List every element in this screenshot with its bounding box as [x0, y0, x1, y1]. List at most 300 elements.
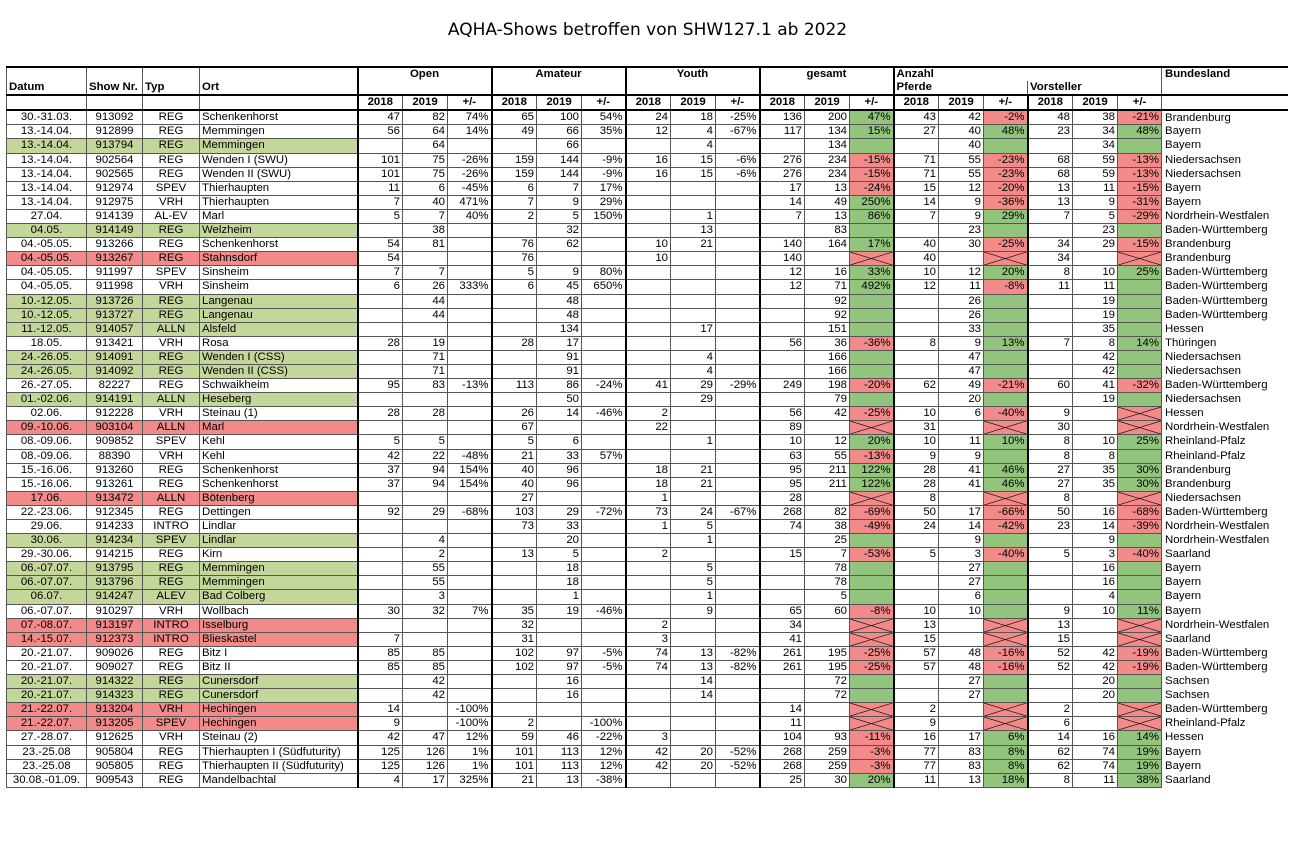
- cell-value: [358, 520, 403, 534]
- cell-value: 9: [939, 209, 984, 223]
- cell-value: [984, 689, 1028, 703]
- cell-value: [1118, 491, 1162, 505]
- cell-value: 9: [939, 336, 984, 350]
- cell-bundesland: Nordrhein-Westfalen: [1165, 534, 1270, 547]
- cell-value: 10%: [984, 435, 1028, 449]
- cell-typ: ALLN: [143, 421, 200, 435]
- cell-value: -23%: [984, 167, 1028, 181]
- cell-ort: Thierhaupten: [200, 181, 358, 195]
- cell-value: [626, 308, 671, 322]
- cell-value: [716, 139, 760, 153]
- cell-value: 21: [671, 463, 716, 477]
- cell-value: -25%: [850, 407, 894, 421]
- cell-value: [1118, 322, 1162, 336]
- cell-value: [1073, 252, 1118, 266]
- cell-value: 74: [1073, 745, 1118, 759]
- cell-datum: 27.04.: [7, 209, 87, 223]
- cell-typ: REG: [143, 675, 200, 689]
- cell-value: [492, 322, 537, 336]
- cell-show-nr: 914247: [87, 590, 143, 604]
- cell-value: [1028, 590, 1073, 604]
- table-row: [7, 717, 1288, 731]
- cell-datum: 01.-02.06.: [7, 393, 87, 407]
- cell-value: [492, 562, 537, 576]
- cell-value: 85: [358, 660, 403, 674]
- cell-value: [626, 181, 671, 195]
- cell-value: 42: [1073, 646, 1118, 660]
- cell-bundesland: Niedersachsen: [1165, 491, 1241, 504]
- cell-value: 65: [760, 604, 805, 618]
- cell-value: 8: [1073, 449, 1118, 463]
- cell-show-nr: 914139: [87, 209, 143, 223]
- cell-value: [939, 717, 984, 731]
- cell-value: 63: [760, 449, 805, 463]
- cell-value: [537, 632, 582, 646]
- cell-value: 20%: [850, 435, 894, 449]
- cell-value: [850, 139, 894, 153]
- cell-show-nr: 909852: [87, 435, 143, 449]
- cell-value: [582, 350, 626, 364]
- cell-value: 18: [537, 576, 582, 590]
- cell-value: [492, 675, 537, 689]
- cell-datum: 15.-16.06.: [7, 463, 87, 477]
- cell-value: [894, 534, 939, 548]
- cell-value: [1028, 308, 1073, 322]
- cell-value: [1028, 393, 1073, 407]
- cell-value: -25%: [716, 110, 760, 125]
- cell-value: 19: [537, 604, 582, 618]
- cell-value: 32: [492, 618, 537, 632]
- table-row: [7, 393, 1288, 407]
- cell-value: [1118, 139, 1162, 153]
- cell-value: [850, 421, 894, 435]
- cell-value: [850, 590, 894, 604]
- cell-value: 11: [939, 435, 984, 449]
- cell-value: [1073, 632, 1118, 646]
- cell-bundesland: Baden-Württemberg: [1165, 660, 1268, 673]
- cell-value: [716, 534, 760, 548]
- cell-value: 47: [939, 350, 984, 364]
- cell-value: 113: [537, 759, 582, 773]
- cell-typ: VRH: [143, 449, 200, 463]
- cell-value: [626, 224, 671, 238]
- cell-value: 17: [939, 505, 984, 519]
- table-row: [7, 773, 1288, 787]
- cell-value: 8%: [984, 759, 1028, 773]
- cell-value: [358, 322, 403, 336]
- cell-value: 7: [760, 209, 805, 223]
- cell-value: 6: [358, 280, 403, 294]
- cell-value: 20: [671, 759, 716, 773]
- cell-value: [626, 364, 671, 378]
- cell-value: 62: [1028, 745, 1073, 759]
- cell-value: 82: [403, 110, 448, 125]
- cell-bundesland: Saarland: [1165, 773, 1211, 786]
- cell-value: 1: [626, 491, 671, 505]
- cell-show-nr: 914323: [87, 689, 143, 703]
- cell-value: [582, 421, 626, 435]
- cell-show-nr: 913472: [87, 491, 143, 505]
- cell-value: 13: [492, 548, 537, 562]
- table-row: [7, 125, 1288, 139]
- header-open: Open: [358, 67, 492, 81]
- cell-value: [358, 689, 403, 703]
- cell-show-nr: 914215: [87, 548, 143, 562]
- cell-value: 26: [403, 280, 448, 294]
- cell-value: 5: [805, 590, 850, 604]
- cell-typ: REG: [143, 350, 200, 364]
- cell-value: 259: [805, 745, 850, 759]
- cell-value: 11: [1073, 181, 1118, 195]
- cell-value: 86%: [850, 209, 894, 223]
- cell-value: 7: [358, 632, 403, 646]
- cell-value: 55: [805, 449, 850, 463]
- header-show: Show Nr.: [87, 81, 143, 95]
- cell-value: [582, 238, 626, 252]
- cell-typ: VRH: [143, 195, 200, 209]
- cell-datum: 06.-07.07.: [7, 604, 87, 618]
- cell-value: [850, 364, 894, 378]
- cell-value: 28: [492, 336, 537, 350]
- cell-value: 27: [939, 689, 984, 703]
- cell-value: 24: [671, 505, 716, 519]
- cell-value: 83: [939, 759, 984, 773]
- cell-typ: ALLN: [143, 393, 200, 407]
- cell-ort: Memmingen: [200, 125, 358, 139]
- cell-show-nr: 914233: [87, 520, 143, 534]
- cell-value: 37: [358, 463, 403, 477]
- cell-value: [582, 336, 626, 350]
- cell-value: 13: [671, 660, 716, 674]
- cell-value: 1: [671, 590, 716, 604]
- cell-value: 83: [939, 745, 984, 759]
- cell-value: 13: [1028, 181, 1073, 195]
- cell-ort: Rosa: [200, 336, 358, 350]
- table-row: [7, 759, 1288, 773]
- cell-typ: VRH: [143, 336, 200, 350]
- cell-value: 10: [760, 435, 805, 449]
- cell-value: 5: [671, 562, 716, 576]
- cell-ort: Memmingen: [200, 576, 358, 590]
- cell-datum: 21.-22.07.: [7, 703, 87, 717]
- cell-value: 19%: [1118, 759, 1162, 773]
- cell-value: 81: [403, 238, 448, 252]
- cell-value: 8: [1028, 491, 1073, 505]
- table-row: [7, 167, 1288, 181]
- cell-value: -23%: [984, 153, 1028, 167]
- cell-value: 134: [805, 125, 850, 139]
- cell-value: 16: [537, 689, 582, 703]
- cell-value: [894, 675, 939, 689]
- table-row: [7, 449, 1288, 463]
- cell-value: 20: [1073, 675, 1118, 689]
- cell-value: 17: [537, 336, 582, 350]
- cell-value: 26: [939, 294, 984, 308]
- cell-value: 92: [805, 308, 850, 322]
- cell-value: 33%: [850, 266, 894, 280]
- cell-value: 48: [1028, 110, 1073, 125]
- cell-value: 40: [939, 125, 984, 139]
- cell-value: [984, 350, 1028, 364]
- cell-value: [850, 632, 894, 646]
- cell-value: [626, 435, 671, 449]
- cell-value: 79: [805, 393, 850, 407]
- cell-value: [492, 139, 537, 153]
- cell-show-nr: 914191: [87, 393, 143, 407]
- cell-value: 62: [894, 379, 939, 393]
- cell-value: 95: [760, 477, 805, 491]
- cell-datum: 13.-14.04.: [7, 181, 87, 195]
- cell-value: [894, 322, 939, 336]
- header-diff: +/-: [716, 95, 760, 110]
- cell-value: 14%: [1118, 336, 1162, 350]
- shows-table: [6, 66, 1288, 788]
- cell-value: [716, 632, 760, 646]
- cell-datum: 10.-12.05.: [7, 308, 87, 322]
- cell-bundesland: Brandenburg: [1165, 463, 1231, 476]
- cell-bundesland: Bayern: [1165, 125, 1202, 138]
- cell-value: -8%: [984, 280, 1028, 294]
- cell-value: 154%: [448, 463, 492, 477]
- cell-value: 80%: [582, 266, 626, 280]
- cell-value: [671, 407, 716, 421]
- cell-value: [358, 534, 403, 548]
- table-row: [7, 491, 1288, 505]
- cell-value: 89: [760, 421, 805, 435]
- cell-bundesland: Rheinland-Pfalz: [1165, 435, 1246, 448]
- cell-value: 12: [939, 266, 984, 280]
- cell-value: [716, 364, 760, 378]
- cell-value: [939, 421, 984, 435]
- cell-value: 2: [626, 618, 671, 632]
- cell-value: [403, 717, 448, 731]
- cell-value: 48: [939, 660, 984, 674]
- cell-value: 24: [626, 110, 671, 125]
- cell-value: 67: [492, 421, 537, 435]
- cell-value: 35%: [582, 125, 626, 139]
- cell-value: 34: [1073, 139, 1118, 153]
- cell-datum: 26.-27.05.: [7, 379, 87, 393]
- cell-value: 17: [939, 731, 984, 745]
- cell-bundesland: Bayern: [1165, 576, 1202, 589]
- cell-value: 125: [358, 759, 403, 773]
- cell-value: [448, 435, 492, 449]
- header-bundesland: Bundesland: [1162, 67, 1288, 81]
- cell-value: 5: [537, 209, 582, 223]
- cell-value: 59: [1073, 167, 1118, 181]
- cell-value: 154%: [448, 477, 492, 491]
- cell-value: -32%: [1118, 379, 1162, 393]
- cell-value: 13%: [984, 336, 1028, 350]
- table-row: [7, 266, 1288, 280]
- cell-value: [403, 491, 448, 505]
- cell-bundesland: Hessen: [1165, 731, 1204, 744]
- cell-value: 15: [760, 548, 805, 562]
- cell-value: 47: [358, 110, 403, 125]
- cell-value: 14: [760, 703, 805, 717]
- cell-bundesland: Sachsen: [1165, 689, 1210, 702]
- cell-value: [671, 618, 716, 632]
- cell-typ: REG: [143, 689, 200, 703]
- cell-value: [805, 252, 850, 266]
- cell-value: [1073, 407, 1118, 421]
- cell-value: 14: [894, 195, 939, 209]
- cell-value: 14: [537, 407, 582, 421]
- cell-value: 42: [358, 449, 403, 463]
- table-row: [7, 209, 1288, 223]
- cell-value: [716, 548, 760, 562]
- cell-value: [358, 421, 403, 435]
- cell-show-nr: 913796: [87, 576, 143, 590]
- cell-value: 9: [358, 717, 403, 731]
- cell-value: 234: [805, 167, 850, 181]
- cell-value: 2: [492, 209, 537, 223]
- cell-value: 8%: [984, 745, 1028, 759]
- cell-bundesland: Baden-Württemberg: [1165, 294, 1268, 307]
- cell-value: 16: [1073, 731, 1118, 745]
- cell-value: 85: [358, 646, 403, 660]
- cell-ort: Schenkenhorst: [200, 110, 358, 125]
- cell-value: 7: [894, 209, 939, 223]
- cell-datum: 15.-16.06.: [7, 477, 87, 491]
- cell-datum: 13.-14.04.: [7, 125, 87, 139]
- cell-value: 6: [939, 407, 984, 421]
- cell-value: 17: [760, 181, 805, 195]
- cell-typ: VRH: [143, 407, 200, 421]
- cell-value: [582, 703, 626, 717]
- cell-value: [716, 491, 760, 505]
- cell-show-nr: 914322: [87, 675, 143, 689]
- cell-value: [760, 689, 805, 703]
- cell-value: 103: [492, 505, 537, 519]
- cell-value: 13: [537, 773, 582, 787]
- cell-value: 12: [894, 280, 939, 294]
- cell-value: 83: [805, 224, 850, 238]
- cell-value: [448, 590, 492, 604]
- cell-show-nr: 914091: [87, 350, 143, 364]
- cell-value: -11%: [850, 731, 894, 745]
- cell-typ: REG: [143, 238, 200, 252]
- cell-value: 159: [492, 167, 537, 181]
- cell-ort: Wenden I (SWU): [200, 153, 358, 167]
- cell-value: [716, 689, 760, 703]
- cell-ort: Marl: [200, 421, 358, 435]
- cell-value: 5: [358, 209, 403, 223]
- cell-value: [1118, 224, 1162, 238]
- cell-typ: ALEV: [143, 590, 200, 604]
- cell-value: 144: [537, 153, 582, 167]
- cell-value: 29: [537, 505, 582, 519]
- cell-value: 91: [537, 350, 582, 364]
- cell-ort: Steinau (1): [200, 407, 358, 421]
- cell-bundesland: Saarland: [1165, 548, 1211, 561]
- cell-value: 10: [1073, 435, 1118, 449]
- cell-bundesland: Nordrhein-Westfalen: [1165, 209, 1270, 222]
- cell-value: 42: [1073, 660, 1118, 674]
- cell-datum: 20.-21.07.: [7, 689, 87, 703]
- cell-value: 11%: [1118, 604, 1162, 618]
- cell-value: 60: [805, 604, 850, 618]
- cell-value: 55: [403, 576, 448, 590]
- cell-value: 5: [671, 576, 716, 590]
- cell-datum: 04.-05.05.: [7, 280, 87, 294]
- cell-value: 31: [492, 632, 537, 646]
- cell-value: 13: [671, 646, 716, 660]
- cell-bundesland: Hessen: [1165, 407, 1204, 420]
- cell-value: [492, 393, 537, 407]
- cell-value: [1028, 689, 1073, 703]
- cell-value: 44: [403, 294, 448, 308]
- cell-value: 13: [805, 181, 850, 195]
- cell-value: [1118, 632, 1162, 646]
- cell-value: -21%: [984, 379, 1028, 393]
- cell-value: 35: [492, 604, 537, 618]
- cell-bundesland: Bayern: [1165, 195, 1202, 208]
- cell-datum: 20.-21.07.: [7, 675, 87, 689]
- cell-value: [626, 534, 671, 548]
- cell-value: [626, 280, 671, 294]
- cell-value: -8%: [850, 604, 894, 618]
- cell-value: 20%: [984, 266, 1028, 280]
- cell-show-nr: 913260: [87, 463, 143, 477]
- cell-value: 41: [939, 463, 984, 477]
- cell-value: [448, 675, 492, 689]
- table-row: [7, 618, 1288, 632]
- cell-value: 47: [939, 364, 984, 378]
- cell-value: 93: [805, 731, 850, 745]
- cell-value: [850, 491, 894, 505]
- cell-value: [894, 350, 939, 364]
- cell-value: [760, 393, 805, 407]
- cell-value: 3: [626, 731, 671, 745]
- cell-value: 40: [492, 477, 537, 491]
- cell-value: 11: [1028, 280, 1073, 294]
- table-row: [7, 308, 1288, 322]
- cell-value: 28: [760, 491, 805, 505]
- cell-value: 20: [537, 534, 582, 548]
- header-diff: +/-: [850, 95, 894, 110]
- cell-value: 57: [894, 646, 939, 660]
- cell-value: [850, 350, 894, 364]
- cell-value: 166: [805, 350, 850, 364]
- cell-ort: Marl: [200, 209, 358, 223]
- cell-value: 28: [403, 407, 448, 421]
- header-typ: Typ: [143, 81, 200, 95]
- cell-value: [1118, 717, 1162, 731]
- cell-value: [760, 534, 805, 548]
- cell-value: [1118, 449, 1162, 463]
- table-row: [7, 632, 1288, 646]
- cell-value: 7: [1028, 209, 1073, 223]
- cell-value: 59: [1073, 153, 1118, 167]
- cell-value: [1028, 350, 1073, 364]
- cell-value: 82: [805, 505, 850, 519]
- cell-value: 12: [760, 266, 805, 280]
- cell-datum: 04.05.: [7, 224, 87, 238]
- cell-value: [716, 435, 760, 449]
- cell-value: 76: [492, 238, 537, 252]
- cell-value: 29: [1073, 238, 1118, 252]
- cell-value: [716, 252, 760, 266]
- cell-value: [582, 308, 626, 322]
- cell-value: [358, 675, 403, 689]
- cell-value: 11: [760, 717, 805, 731]
- cell-value: 19: [1073, 393, 1118, 407]
- cell-value: [358, 618, 403, 632]
- cell-value: 7: [537, 181, 582, 195]
- cell-value: 48: [537, 308, 582, 322]
- cell-value: 75: [403, 167, 448, 181]
